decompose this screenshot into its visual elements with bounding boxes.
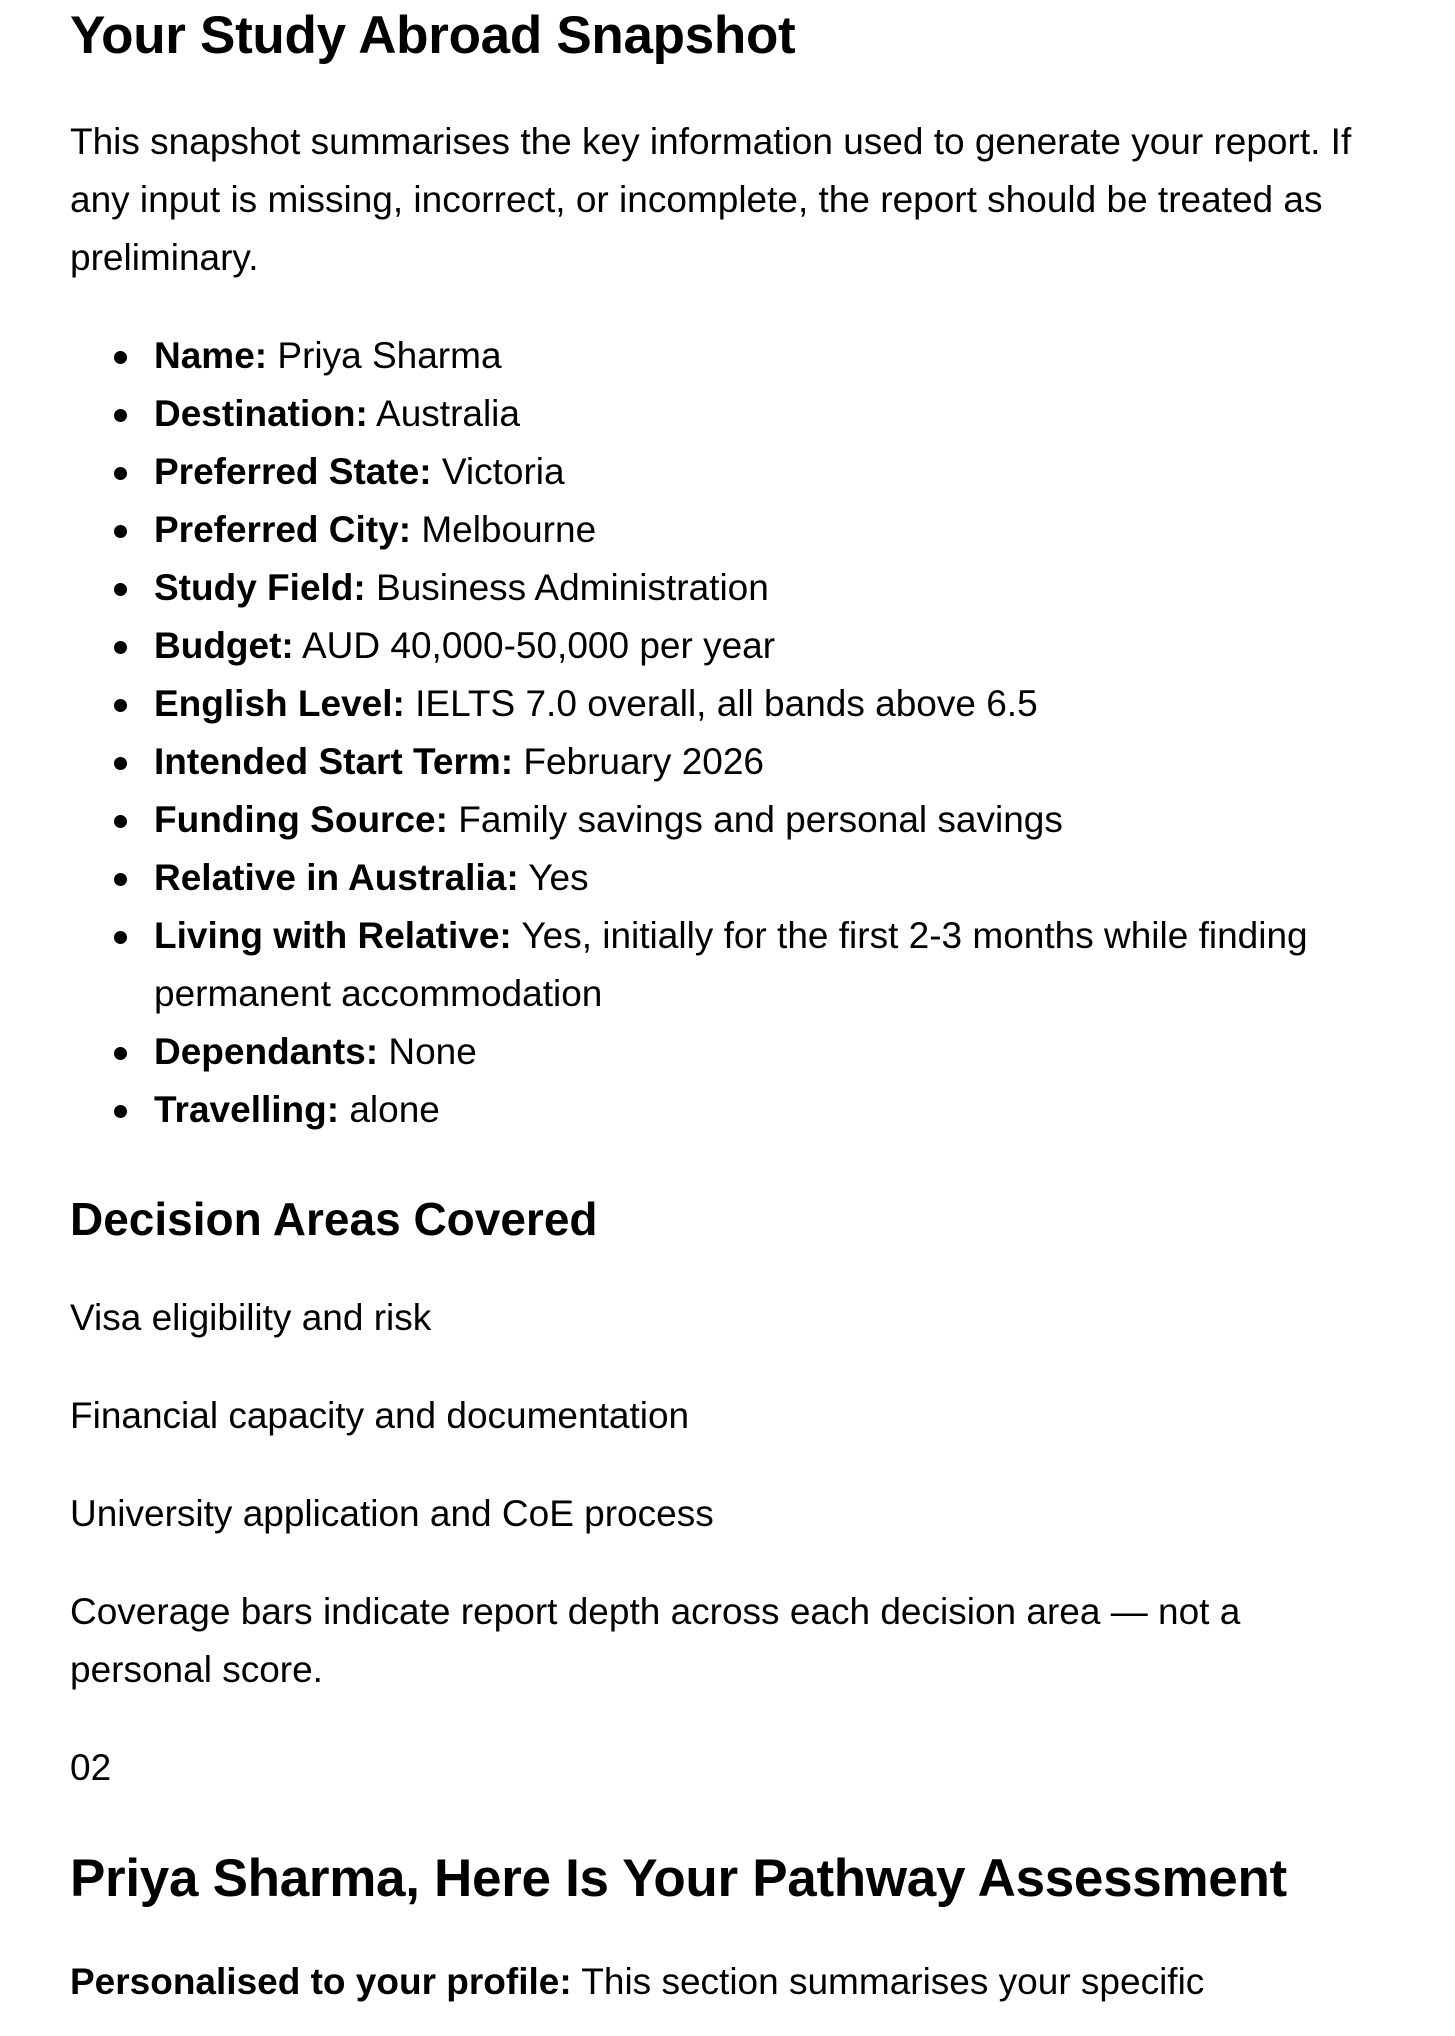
list-item — [154, 1081, 1324, 1139]
item-value: Yes, initially for the first 2-3 months while finding permanent accommodation — [154, 915, 1308, 1014]
list-item — [154, 675, 1324, 733]
item-label: Preferred City: — [154, 509, 412, 550]
personalised-text: This section summarises your specific — [581, 1961, 1205, 2002]
item-label: Intended Start Term: — [154, 741, 514, 782]
item-value: Yes — [528, 857, 589, 898]
personalised-label: Personalised to your profile: — [70, 1961, 572, 2002]
decision-area-item: Financial capacity and documentation — [70, 1395, 690, 1436]
decision-area-item: Visa eligibility and risk — [70, 1297, 432, 1338]
list-item — [154, 849, 1324, 907]
list-item — [154, 327, 1324, 385]
list-item — [154, 501, 1324, 559]
item-value: Business Administration — [376, 567, 769, 608]
item-value: February 2026 — [523, 741, 765, 782]
item-label: Preferred State: — [154, 451, 432, 492]
list-item — [154, 443, 1324, 501]
snapshot-title: Your Study Abroad Snapshot — [70, 6, 796, 65]
list-item — [154, 733, 1324, 791]
item-label: Living with Relative: — [154, 915, 512, 956]
list-item — [154, 1023, 1324, 1081]
item-value: Melbourne — [421, 509, 597, 550]
decision-areas-title: Decision Areas Covered — [70, 1193, 598, 1245]
item-value: None — [388, 1031, 477, 1072]
item-label: Relative in Australia: — [154, 857, 519, 898]
item-value: alone — [349, 1089, 440, 1130]
item-value: Australia — [376, 393, 520, 434]
coverage-note: Coverage bars indicate report depth across each decision area — not a personal score. — [70, 1591, 1241, 1690]
pathway-title: Priya Sharma, Here Is Your Pathway Assessment — [70, 1849, 1287, 1908]
decision-area-item: University application and CoE process — [70, 1493, 714, 1534]
profile-list — [70, 327, 1400, 1139]
item-label: Funding Source: — [154, 799, 448, 840]
item-label: English Level: — [154, 683, 405, 724]
item-value: AUD 40,000-50,000 per year — [302, 625, 776, 666]
item-value: Priya Sharma — [277, 335, 502, 376]
item-value: Family savings and personal savings — [458, 799, 1063, 840]
list-item — [154, 907, 1324, 1023]
item-label: Study Field: — [154, 567, 366, 608]
item-label: Budget: — [154, 625, 294, 666]
list-item — [154, 617, 1324, 675]
item-label: Destination: — [154, 393, 368, 434]
list-item — [154, 559, 1324, 617]
list-item — [154, 385, 1324, 443]
item-label: Dependants: — [154, 1031, 379, 1072]
item-value: Victoria — [441, 451, 565, 492]
report-page — [70, 0, 1400, 2011]
item-value: IELTS 7.0 overall, all bands above 6.5 — [415, 683, 1038, 724]
snapshot-intro: This snapshot summarises the key information used to generate your report. If any input is missing, incorrect, or incomplete, the report should be treated as preliminary. — [70, 121, 1352, 278]
item-label: Name: — [154, 335, 268, 376]
item-label: Travelling: — [154, 1089, 340, 1130]
page-number: 02 — [70, 1747, 112, 1788]
list-item — [154, 791, 1324, 849]
personalised-paragraph — [70, 1953, 1360, 2011]
